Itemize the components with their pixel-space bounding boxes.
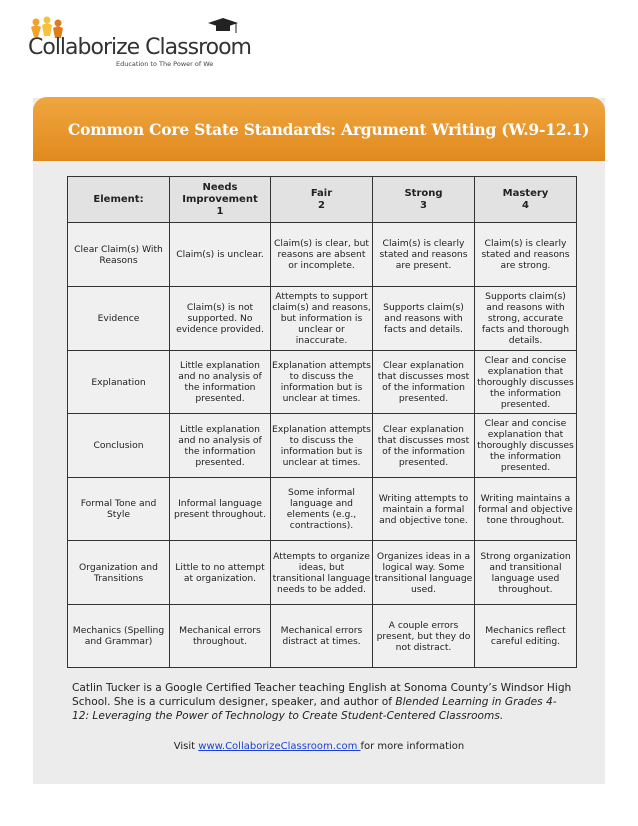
strong-cell: A couple errors present, but they do not distract. bbox=[373, 605, 475, 668]
needs-cell: Little explanation and no analysis of the information presented. bbox=[170, 351, 271, 414]
author-bio bbox=[72, 681, 572, 723]
header-cell-element bbox=[68, 177, 170, 223]
table-row bbox=[68, 223, 577, 287]
header-cell-fair bbox=[271, 177, 373, 223]
table-row bbox=[68, 605, 577, 668]
strong-cell: Writing attempts to maintain a formal and objective tone. bbox=[373, 478, 475, 541]
table-row bbox=[68, 541, 577, 605]
element-cell: Evidence bbox=[68, 287, 170, 351]
header-score: 2 bbox=[318, 199, 325, 211]
needs-cell: Claim(s) is not supported. No evidence provided. bbox=[170, 287, 271, 351]
mastery-cell: Writing maintains a formal and objective tone throughout. bbox=[475, 478, 577, 541]
element-cell: Conclusion bbox=[68, 414, 170, 478]
table-row bbox=[68, 351, 577, 414]
needs-cell: Informal language present throughout. bbox=[170, 478, 271, 541]
header-label: Element: bbox=[93, 193, 144, 205]
page-title: Common Core State Standards: Argument Writing (W.9-12.1) bbox=[68, 120, 590, 139]
fair-cell: Mechanical errors distract at times. bbox=[271, 605, 373, 668]
header-row bbox=[68, 177, 577, 223]
element-cell: Organization and Transitions bbox=[68, 541, 170, 605]
strong-cell: Supports claim(s) and reasons with facts and details. bbox=[373, 287, 475, 351]
header-label: Mastery bbox=[502, 187, 549, 199]
collaborize-logo bbox=[28, 15, 258, 75]
header-label: Fair bbox=[310, 187, 333, 199]
needs-cell: Little to no attempt at organization. bbox=[170, 541, 271, 605]
header-score: 4 bbox=[522, 199, 529, 211]
bio-text: Catlin Tucker is a Google Certified Teacher teaching English at Sonoma County’s Windsor High School. She is a curriculum designer, speaker, and author of bbox=[72, 682, 572, 708]
element-cell: Mechanics (Spelling and Grammar) bbox=[68, 605, 170, 668]
mastery-cell: Clear and concise explanation that thoroughly discusses the information presented. bbox=[475, 414, 577, 478]
needs-cell: Claim(s) is unclear. bbox=[170, 223, 271, 287]
header-cell-needs bbox=[170, 177, 271, 223]
mastery-cell: Claim(s) is clearly stated and reasons are strong. bbox=[475, 223, 577, 287]
mastery-cell: Supports claim(s) and reasons with strong, accurate facts and thorough details. bbox=[475, 287, 577, 351]
needs-cell: Little explanation and no analysis of the information presented. bbox=[170, 414, 271, 478]
header-cell-mastery bbox=[475, 177, 577, 223]
website-link[interactable]: www.CollaborizeClassroom.com bbox=[198, 741, 361, 752]
element-cell: Clear Claim(s) With Reasons bbox=[68, 223, 170, 287]
header-label: Needs Improvement bbox=[182, 181, 258, 205]
logo-tagline: Education to The Power of We bbox=[116, 60, 214, 68]
book-title: Blended Learning in Grades 4-12: Leveraging the Power of Technology to Create Student-Centered Classrooms. bbox=[72, 696, 557, 722]
strong-cell: Clear explanation that discusses most of the information presented. bbox=[373, 414, 475, 478]
mastery-cell: Strong organization and transitional language used throughout. bbox=[475, 541, 577, 605]
fair-cell: Explanation attempts to discuss the information but is unclear at times. bbox=[271, 414, 373, 478]
element-cell: Explanation bbox=[68, 351, 170, 414]
header-score: 1 bbox=[216, 205, 224, 217]
visit-prefix: Visit bbox=[173, 741, 199, 752]
mastery-cell: Clear and concise explanation that thoroughly discusses the information presented. bbox=[475, 351, 577, 414]
logo-wordmark: Collaborize Classroom bbox=[28, 35, 251, 60]
fair-cell: Claim(s) is clear, but reasons are absent or incomplete. bbox=[271, 223, 373, 287]
rubric-table bbox=[67, 176, 577, 668]
table-row bbox=[68, 414, 577, 478]
mastery-cell: Mechanics reflect careful editing. bbox=[475, 605, 577, 668]
title-banner bbox=[33, 97, 605, 161]
element-cell: Formal Tone and Style bbox=[68, 478, 170, 541]
strong-cell: Claim(s) is clearly stated and reasons are present. bbox=[373, 223, 475, 287]
fair-cell: Explanation attempts to discuss the information but is unclear at times. bbox=[271, 351, 373, 414]
header-score: 3 bbox=[420, 199, 427, 211]
fair-cell: Attempts to organize ideas, but transitional language needs to be added. bbox=[271, 541, 373, 605]
table-row bbox=[68, 478, 577, 541]
visit-suffix: for more information bbox=[360, 741, 465, 752]
footer-visit bbox=[0, 741, 638, 752]
needs-cell: Mechanical errors throughout. bbox=[170, 605, 271, 668]
fair-cell: Attempts to support claim(s) and reasons, but information is unclear or inaccurate. bbox=[271, 287, 373, 351]
fair-cell: Some informal language and elements (e.g., contractions). bbox=[271, 478, 373, 541]
header-label: Strong bbox=[404, 187, 443, 199]
strong-cell: Organizes ideas in a logical way. Some transitional language used. bbox=[373, 541, 475, 605]
header-cell-strong bbox=[373, 177, 475, 223]
strong-cell: Clear explanation that discusses most of the information presented. bbox=[373, 351, 475, 414]
table-row bbox=[68, 287, 577, 351]
